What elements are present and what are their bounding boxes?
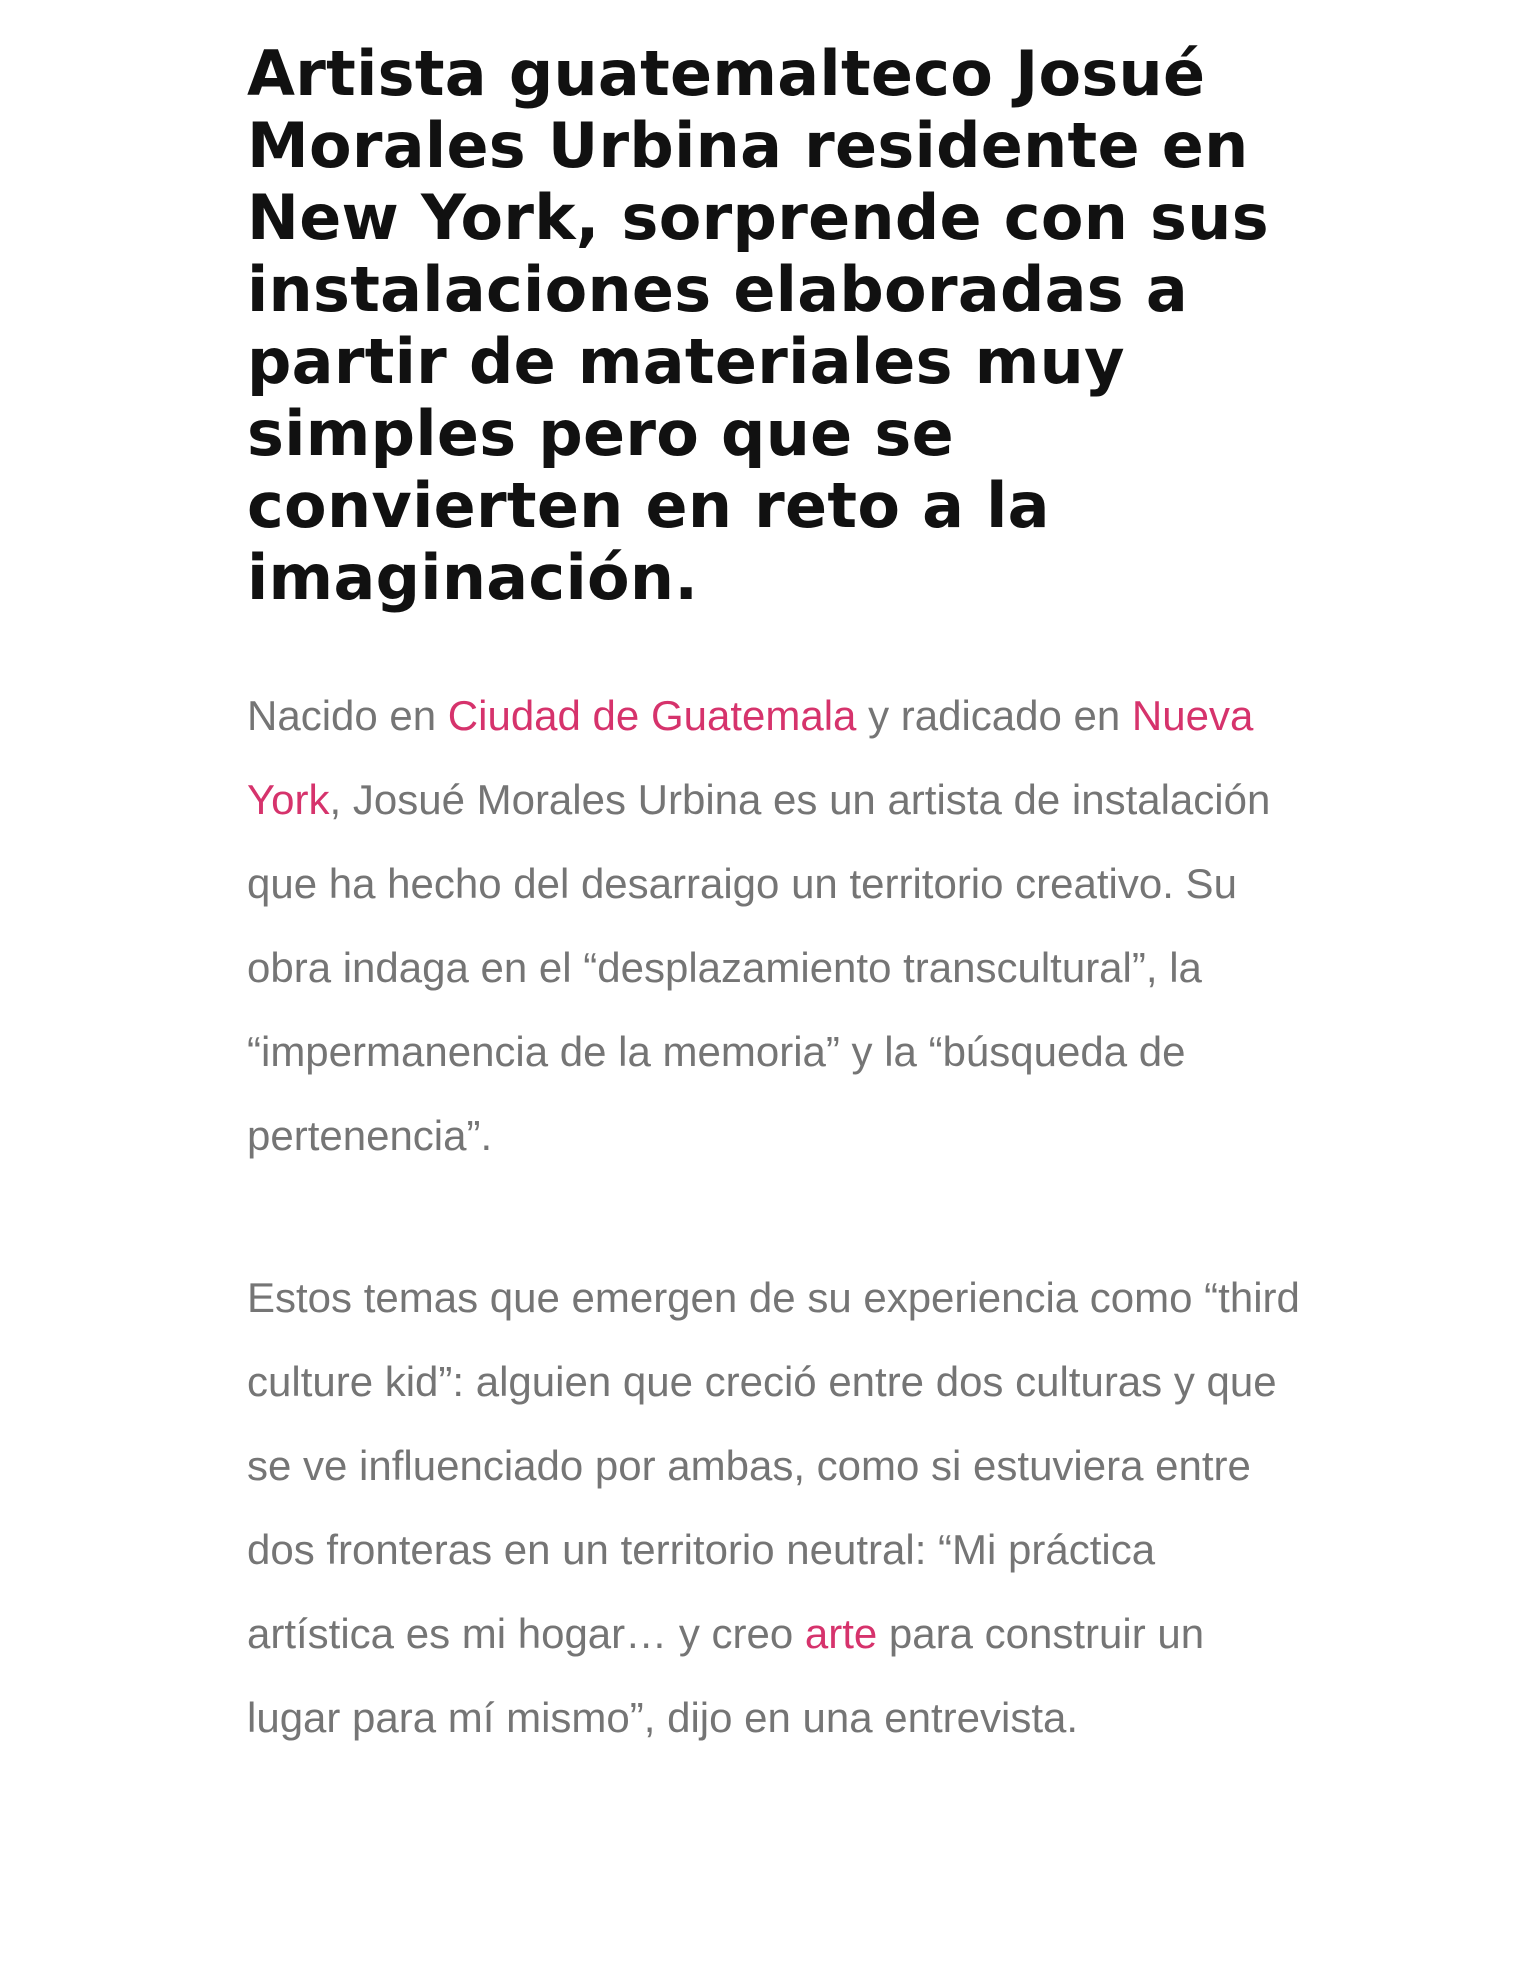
paragraph-text: Nacido en [247, 692, 448, 739]
article-headline: Artista guatemalteco Josué Morales Urbina residente en New York, sorprende con sus instalaciones elaboradas a partir de materiales muy simples pero que se convierten en reto a la imaginación. [247, 37, 1269, 614]
paragraph-text: Estos temas que emergen de su experiencia como “third culture kid”: alguien que creció entre dos culturas y que se ve influenciado por ambas, como si estuviera entre dos fronteras en un territorio neutral: “Mi práctica artística es mi hogar… y creo [247, 1274, 1300, 1657]
paragraph-text: , Josué Morales Urbina es un artista de instalación que ha hecho del desarraigo un territorio creativo. Su obra indaga en el “desplazamiento transcultural”, la “impermanencia de la memoria” y la “búsqueda de pertenencia”. [247, 776, 1271, 1159]
article-paragraph-2 [247, 1256, 1307, 1760]
article-paragraph-1 [247, 674, 1307, 1178]
paragraph-text: y radicado en [856, 692, 1132, 739]
paragraph-text: para construir un lugar para mí mismo”, dijo en una entrevista. [247, 1610, 1205, 1741]
link-ciudad-de-guatemala[interactable]: Ciudad de Guatemala [447, 692, 857, 739]
link-nueva-york[interactable]: Nueva York [247, 692, 1254, 823]
article [247, 38, 1307, 1760]
link-arte[interactable]: arte [804, 1610, 878, 1657]
